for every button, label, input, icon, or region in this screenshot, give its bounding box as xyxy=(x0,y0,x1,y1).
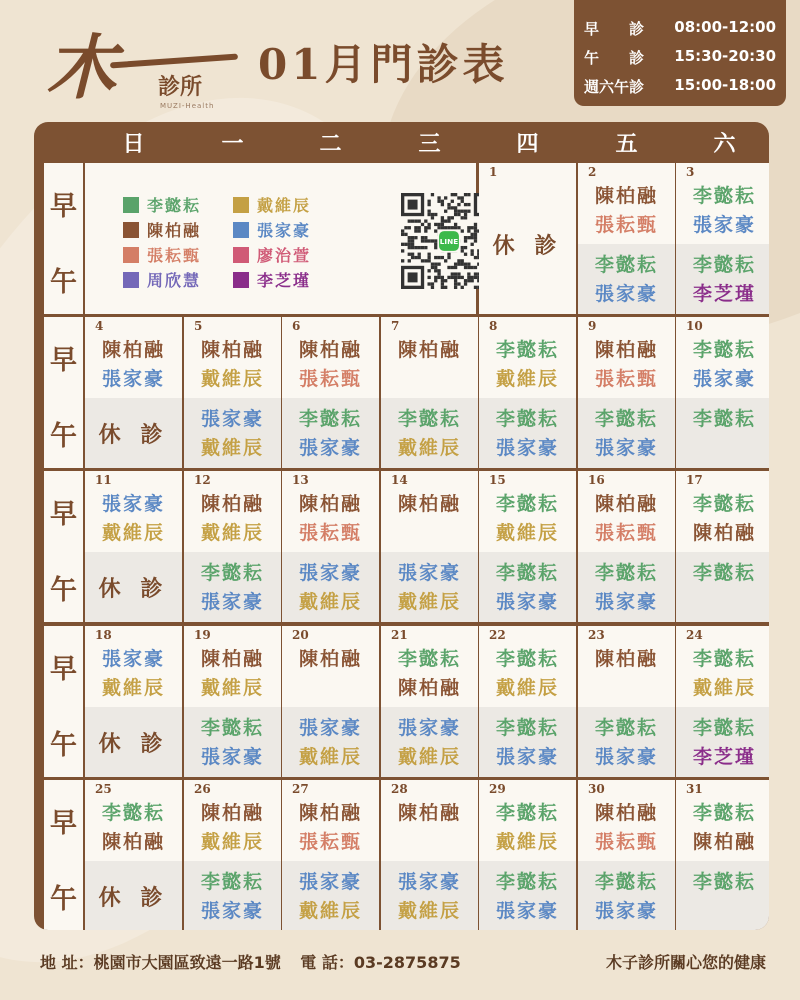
weekday-header: 日 xyxy=(122,130,145,157)
hours-time: 15:00-18:00 xyxy=(674,76,776,94)
doctor-name: 張家豪 xyxy=(594,283,658,305)
doctor-name: 李懿耘 xyxy=(692,493,756,515)
session-label-morning: 早 xyxy=(44,317,83,398)
legend-name: 張家豪 xyxy=(257,221,312,240)
day-number: 12 xyxy=(194,473,211,487)
doctor-name: 陳柏融 xyxy=(200,802,264,824)
logo-clinic-text: 診所 xyxy=(158,74,203,100)
doctor-name: 李懿耘 xyxy=(495,562,559,584)
day-cell-morning xyxy=(676,471,769,552)
day-cell-morning xyxy=(381,317,478,398)
day-cell-afternoon xyxy=(85,707,182,777)
day-cell-morning xyxy=(676,317,769,398)
day-number: 23 xyxy=(588,628,605,642)
weekday-header: 三 xyxy=(418,130,441,157)
legend-name: 陳柏融 xyxy=(147,221,202,240)
doctor-name: 李懿耘 xyxy=(101,802,165,824)
doctor-name: 戴維辰 xyxy=(495,831,559,853)
doctor-name: 李懿耘 xyxy=(594,562,658,584)
day-number: 26 xyxy=(194,782,211,796)
day-cell-morning xyxy=(184,626,281,707)
address-label: 地 址： xyxy=(40,953,94,972)
day-cell-morning xyxy=(676,780,769,861)
session-label-afternoon: 午 xyxy=(44,244,83,314)
doctor-name: 張家豪 xyxy=(397,871,461,893)
doctor-name: 李芝瑾 xyxy=(692,746,756,768)
doctor-name: 張家豪 xyxy=(594,437,658,459)
doctor-name: 陳柏融 xyxy=(594,185,658,207)
day-cell-morning xyxy=(676,626,769,707)
doctor-name: 張家豪 xyxy=(692,368,756,390)
day-cell-morning xyxy=(85,780,182,861)
closed-label: 休 診 xyxy=(98,885,169,911)
legend-item xyxy=(233,193,311,216)
day-number: 20 xyxy=(292,628,309,642)
legend-item xyxy=(123,243,201,266)
doctor-name: 張家豪 xyxy=(200,900,264,922)
doctor-name: 李懿耘 xyxy=(495,408,559,430)
day-number: 6 xyxy=(292,319,301,333)
day-cell-morning xyxy=(184,471,281,552)
day-number: 11 xyxy=(95,473,112,487)
doctor-name: 陳柏融 xyxy=(200,493,264,515)
day-number: 8 xyxy=(489,319,498,333)
logo-mark: 木 xyxy=(46,26,110,109)
doctor-name: 張耘甄 xyxy=(594,522,658,544)
day-number: 31 xyxy=(686,782,703,796)
doctor-name: 陳柏融 xyxy=(200,339,264,361)
doctor-name: 李懿耘 xyxy=(200,871,264,893)
day-cell-afternoon xyxy=(381,861,478,930)
phone-label: 電 話： xyxy=(300,953,354,972)
doctor-name: 陳柏融 xyxy=(397,493,461,515)
day-cell-afternoon xyxy=(184,552,281,622)
clinic-hours-box xyxy=(574,0,786,106)
day-number: 13 xyxy=(292,473,309,487)
day-number: 15 xyxy=(489,473,506,487)
hours-time: 15:30-20:30 xyxy=(674,47,776,65)
day-number: 17 xyxy=(686,473,703,487)
session-label-morning: 早 xyxy=(44,780,83,861)
doctor-name: 戴維辰 xyxy=(397,746,461,768)
doctor-name: 陳柏融 xyxy=(594,802,658,824)
doctor-name: 張家豪 xyxy=(200,746,264,768)
address-text: 桃園市大園區致遠一路1號 xyxy=(93,953,281,972)
day-number: 5 xyxy=(194,319,203,333)
day-number: 24 xyxy=(686,628,703,642)
legend-name: 李芝瑾 xyxy=(257,271,312,290)
doctor-name: 戴維辰 xyxy=(298,591,362,613)
day-cell-morning xyxy=(381,780,478,861)
doctor-name: 戴維辰 xyxy=(397,900,461,922)
closed-label: 休 診 xyxy=(98,422,169,448)
doctor-name: 戴維辰 xyxy=(298,746,362,768)
doctor-name: 戴維辰 xyxy=(298,900,362,922)
weekday-header: 六 xyxy=(713,130,736,157)
day-cell-morning xyxy=(184,317,281,398)
doctor-name: 張家豪 xyxy=(495,746,559,768)
doctor-name: 張耘甄 xyxy=(594,368,658,390)
footer-slogan: 木子診所關心您的健康 xyxy=(605,953,766,972)
day-cell-afternoon xyxy=(85,861,182,930)
session-label-afternoon: 午 xyxy=(44,707,83,777)
doctor-name: 戴維辰 xyxy=(495,677,559,699)
doctor-name: 戴維辰 xyxy=(200,522,264,544)
doctor-name: 張家豪 xyxy=(692,214,756,236)
day-number: 19 xyxy=(194,628,211,642)
day-cell-afternoon xyxy=(578,707,675,777)
doctor-name: 李懿耘 xyxy=(692,562,756,584)
doctor-name: 戴維辰 xyxy=(101,522,165,544)
day-cell-afternoon xyxy=(184,861,281,930)
doctor-name: 陳柏融 xyxy=(397,677,461,699)
day-cell-afternoon xyxy=(381,398,478,468)
day-cell-afternoon xyxy=(676,552,769,622)
legend-swatch xyxy=(123,272,139,288)
day-cell-morning xyxy=(282,471,379,552)
doctor-name: 陳柏融 xyxy=(692,522,756,544)
doctor-name: 李懿耘 xyxy=(692,339,756,361)
day-cell-morning xyxy=(479,780,576,861)
day-cell-afternoon xyxy=(676,861,769,930)
day-cell-afternoon xyxy=(479,398,576,468)
day-cell-afternoon xyxy=(479,707,576,777)
session-label-morning: 早 xyxy=(44,471,83,552)
day-cell-morning xyxy=(479,317,576,398)
day-cell-morning xyxy=(85,317,182,398)
day-number: 14 xyxy=(391,473,408,487)
day-cell-afternoon xyxy=(282,552,379,622)
day-number: 30 xyxy=(588,782,605,796)
day-cell-afternoon xyxy=(184,398,281,468)
hours-row-saturday xyxy=(584,76,776,105)
day-cell-morning xyxy=(282,626,379,707)
doctor-name: 張家豪 xyxy=(298,437,362,459)
day-number: 16 xyxy=(588,473,605,487)
day-cell-morning xyxy=(479,626,576,707)
doctor-name: 陳柏融 xyxy=(101,339,165,361)
day-number: 22 xyxy=(489,628,506,642)
day-cell-afternoon xyxy=(578,552,675,622)
doctor-name: 張家豪 xyxy=(495,900,559,922)
doctor-name: 李懿耘 xyxy=(200,562,264,584)
day-cell-morning xyxy=(578,163,675,244)
doctor-name: 李懿耘 xyxy=(594,871,658,893)
doctor-name: 張家豪 xyxy=(594,746,658,768)
day-number: 10 xyxy=(686,319,703,333)
day-cell-morning xyxy=(282,317,379,398)
hours-label: 早 診 xyxy=(584,20,645,38)
day-number: 25 xyxy=(95,782,112,796)
weekday-header: 二 xyxy=(319,130,342,157)
legend-swatch xyxy=(123,197,139,213)
doctor-name: 李懿耘 xyxy=(495,648,559,670)
legend-swatch xyxy=(123,222,139,238)
day-cell-morning xyxy=(578,626,675,707)
day-cell-morning xyxy=(479,471,576,552)
doctor-name: 張家豪 xyxy=(594,900,658,922)
day-cell xyxy=(479,163,576,314)
doctor-name: 戴維辰 xyxy=(397,591,461,613)
doctor-name: 李懿耘 xyxy=(692,871,756,893)
doctor-name: 張耘甄 xyxy=(594,831,658,853)
day-cell-morning xyxy=(381,626,478,707)
clinic-logo xyxy=(40,12,240,110)
doctor-name: 張家豪 xyxy=(495,591,559,613)
day-cell-afternoon xyxy=(184,707,281,777)
doctor-name: 李懿耘 xyxy=(594,254,658,276)
doctor-name: 陳柏融 xyxy=(298,339,362,361)
doctor-name: 李懿耘 xyxy=(692,717,756,739)
session-label-morning: 早 xyxy=(44,163,83,244)
doctor-name: 陳柏融 xyxy=(397,802,461,824)
doctor-name: 李懿耘 xyxy=(397,648,461,670)
doctor-name: 戴維辰 xyxy=(200,677,264,699)
doctor-name: 張家豪 xyxy=(200,591,264,613)
footer xyxy=(40,950,770,973)
doctor-name: 戴維辰 xyxy=(495,522,559,544)
day-cell-morning xyxy=(578,317,675,398)
day-cell-afternoon xyxy=(381,552,478,622)
logo-subtitle: MUZI-Health xyxy=(160,102,215,110)
legend-name: 戴維辰 xyxy=(257,196,312,215)
doctor-name: 李懿耘 xyxy=(594,717,658,739)
doctor-name: 戴維辰 xyxy=(200,368,264,390)
doctor-name: 張家豪 xyxy=(397,562,461,584)
weekday-header: 一 xyxy=(221,130,244,157)
doctor-name: 李懿耘 xyxy=(495,493,559,515)
doctor-name: 陳柏融 xyxy=(594,648,658,670)
day-cell-afternoon xyxy=(282,861,379,930)
weekday-header: 五 xyxy=(615,130,638,157)
legend-swatch xyxy=(233,197,249,213)
legend-swatch xyxy=(233,272,249,288)
doctor-name: 陳柏融 xyxy=(200,648,264,670)
doctor-name: 陳柏融 xyxy=(594,493,658,515)
doctor-name: 李懿耘 xyxy=(200,717,264,739)
doctor-name: 李懿耘 xyxy=(495,802,559,824)
day-cell-morning xyxy=(578,780,675,861)
day-number: 21 xyxy=(391,628,408,642)
doctor-name: 戴維辰 xyxy=(200,437,264,459)
doctor-name: 張家豪 xyxy=(594,591,658,613)
doctor-name: 戴維辰 xyxy=(397,437,461,459)
doctor-name: 張耘甄 xyxy=(298,522,362,544)
doctor-name: 李懿耘 xyxy=(495,717,559,739)
hours-label: 午 診 xyxy=(584,49,645,67)
doctor-name: 李懿耘 xyxy=(692,185,756,207)
doctor-name: 李懿耘 xyxy=(298,408,362,430)
day-cell-morning xyxy=(184,780,281,861)
doctor-name: 陳柏融 xyxy=(594,339,658,361)
legend-name: 張耘甄 xyxy=(147,246,202,265)
doctor-name: 張耘甄 xyxy=(298,368,362,390)
legend-item xyxy=(123,218,201,241)
hours-row-morning xyxy=(584,18,776,47)
day-cell-afternoon xyxy=(578,398,675,468)
day-number: 27 xyxy=(292,782,309,796)
doctor-name: 陳柏融 xyxy=(298,802,362,824)
day-cell-afternoon xyxy=(85,398,182,468)
day-cell-morning xyxy=(282,780,379,861)
doctor-name: 張家豪 xyxy=(101,648,165,670)
legend-item xyxy=(233,243,311,266)
doctor-name: 陳柏融 xyxy=(101,831,165,853)
weekday-header: 四 xyxy=(516,130,539,157)
doctor-name: 李懿耘 xyxy=(495,339,559,361)
day-cell-morning xyxy=(676,163,769,244)
day-cell-afternoon xyxy=(479,552,576,622)
day-number: 1 xyxy=(489,165,498,179)
hours-time: 08:00-12:00 xyxy=(674,18,776,36)
day-number: 4 xyxy=(95,319,104,333)
doctor-name: 張耘甄 xyxy=(594,214,658,236)
day-cell-afternoon xyxy=(676,707,769,777)
doctor-name: 張家豪 xyxy=(200,408,264,430)
page-title: 01月門診表 xyxy=(258,40,509,89)
hours-label: 週六午診 xyxy=(584,78,645,96)
doctor-legend xyxy=(85,163,476,314)
doctor-name: 戴維辰 xyxy=(101,677,165,699)
legend-name: 廖治萱 xyxy=(257,246,312,265)
day-cell-morning xyxy=(578,471,675,552)
doctor-name: 張家豪 xyxy=(101,368,165,390)
day-cell-afternoon xyxy=(578,861,675,930)
doctor-name: 李芝瑾 xyxy=(692,283,756,305)
legend-name: 李懿耘 xyxy=(147,196,202,215)
session-label-afternoon: 午 xyxy=(44,398,83,468)
legend-item xyxy=(123,193,201,216)
doctor-name: 陳柏融 xyxy=(397,339,461,361)
doctor-name: 戴維辰 xyxy=(495,368,559,390)
closed-label: 休 診 xyxy=(492,233,563,259)
doctor-name: 張家豪 xyxy=(298,871,362,893)
session-label-afternoon: 午 xyxy=(44,861,83,930)
day-number: 9 xyxy=(588,319,597,333)
doctor-name: 戴維辰 xyxy=(692,677,756,699)
schedule-calendar xyxy=(34,122,769,930)
legend-item xyxy=(233,268,311,291)
day-cell-afternoon xyxy=(282,707,379,777)
doctor-name: 張家豪 xyxy=(397,717,461,739)
day-cell-afternoon xyxy=(282,398,379,468)
day-number: 29 xyxy=(489,782,506,796)
legend-item xyxy=(123,268,201,291)
doctor-name: 陳柏融 xyxy=(692,831,756,853)
doctor-name: 李懿耘 xyxy=(692,648,756,670)
doctor-name: 張家豪 xyxy=(101,493,165,515)
day-number: 7 xyxy=(391,319,400,333)
day-cell-afternoon xyxy=(85,552,182,622)
closed-label: 休 診 xyxy=(98,576,169,602)
legend-swatch xyxy=(123,247,139,263)
day-cell-afternoon xyxy=(381,707,478,777)
logo-swoosh xyxy=(110,54,238,69)
phone-text: 03-2875875 xyxy=(353,953,461,972)
closed-label: 休 診 xyxy=(98,731,169,757)
day-number: 3 xyxy=(686,165,695,179)
session-label-afternoon: 午 xyxy=(44,552,83,622)
day-number: 28 xyxy=(391,782,408,796)
legend-item xyxy=(233,218,311,241)
doctor-name: 陳柏融 xyxy=(298,648,362,670)
day-number: 2 xyxy=(588,165,597,179)
hours-row-afternoon xyxy=(584,47,776,76)
day-cell-afternoon xyxy=(479,861,576,930)
day-cell-morning xyxy=(85,626,182,707)
doctor-name: 張家豪 xyxy=(298,717,362,739)
legend-name: 周欣慧 xyxy=(147,271,202,290)
doctor-name: 李懿耘 xyxy=(692,254,756,276)
doctor-name: 李懿耘 xyxy=(692,802,756,824)
day-cell-morning xyxy=(85,471,182,552)
legend-swatch xyxy=(233,247,249,263)
doctor-name: 陳柏融 xyxy=(298,493,362,515)
line-badge-text: LINE xyxy=(439,236,459,246)
doctor-name: 戴維辰 xyxy=(200,831,264,853)
day-cell-morning xyxy=(381,471,478,552)
doctor-name: 張家豪 xyxy=(495,437,559,459)
doctor-name: 張耘甄 xyxy=(298,831,362,853)
session-label-morning: 早 xyxy=(44,626,83,707)
day-cell-afternoon xyxy=(578,244,675,314)
day-number: 18 xyxy=(95,628,112,642)
day-cell-afternoon xyxy=(676,244,769,314)
doctor-name: 李懿耘 xyxy=(692,408,756,430)
day-cell-afternoon xyxy=(676,398,769,468)
doctor-name: 李懿耘 xyxy=(495,871,559,893)
doctor-name: 李懿耘 xyxy=(397,408,461,430)
doctor-name: 李懿耘 xyxy=(594,408,658,430)
doctor-name: 張家豪 xyxy=(298,562,362,584)
legend-swatch xyxy=(233,222,249,238)
